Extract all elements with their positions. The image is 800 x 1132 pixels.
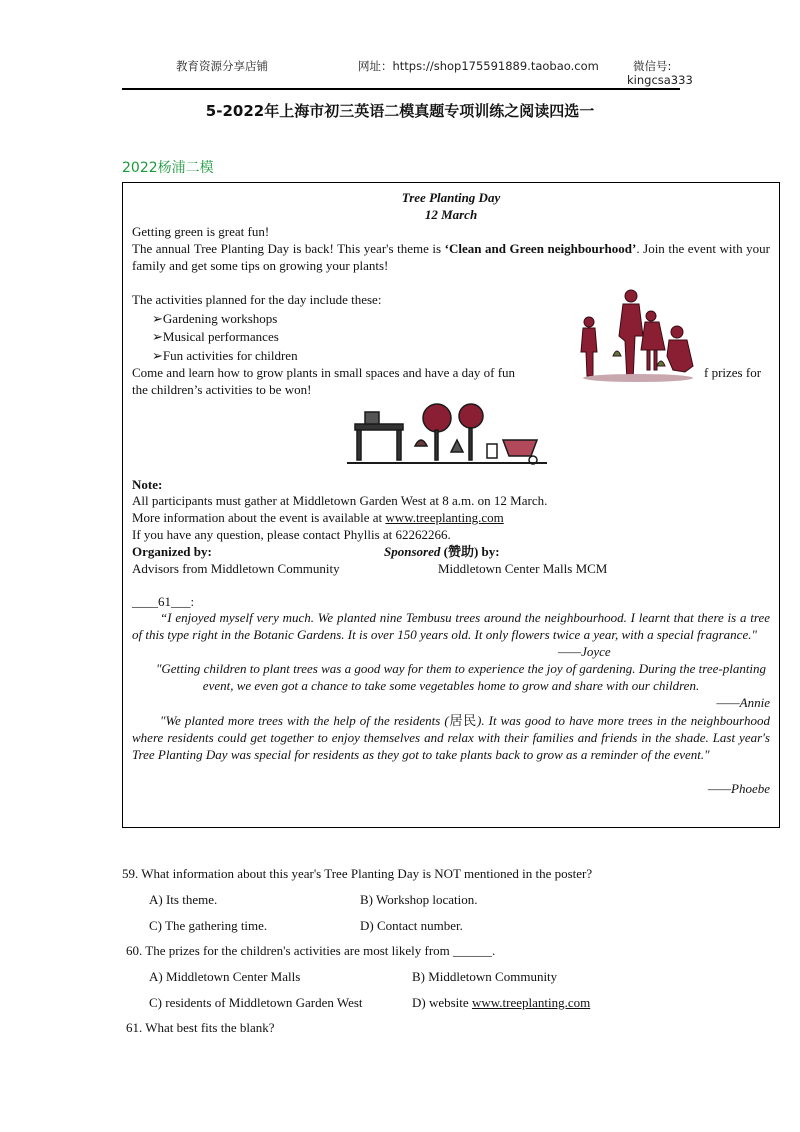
signature-joyce: ——Joyce	[558, 644, 611, 659]
blank-61: ____61___:	[132, 594, 195, 609]
shop-name: 教育资源分享店铺	[176, 59, 268, 73]
activities-intro: The activities planned for the day include these:	[132, 292, 382, 307]
activity-item: ➢Musical performances	[152, 329, 279, 344]
organizer-name: Advisors from Middletown Community	[132, 561, 340, 576]
q59-option-d[interactable]: D) Contact number.	[360, 918, 463, 933]
shop-url[interactable]: 网址：https://shop175591889.taobao.com	[358, 59, 599, 73]
note-more-info: More information about the event is available at www.treeplanting.com	[132, 510, 504, 525]
question-59: 59. What information about this year's Tree Planting Day is NOT mentioned in the poster?	[122, 866, 593, 881]
family-planting-illustration	[573, 286, 703, 386]
activity-item: ➢Gardening workshops	[152, 311, 278, 326]
come-line: Come and learn how to grow plants in small spaces and have a day of fun	[132, 365, 516, 380]
note-label: Note:	[132, 477, 163, 492]
note-gather: All participants must gather at Middletown Garden West at 8 a.m. on 12 March.	[132, 493, 548, 508]
header-rule	[122, 88, 680, 90]
poster-intro-1: Getting green is great fun!	[132, 224, 270, 239]
q59-option-a[interactable]: A) Its theme.	[149, 892, 218, 907]
q60-option-c[interactable]: C) residents of Middletown Garden West	[149, 995, 363, 1010]
q60-option-a[interactable]: A) Middletown Center Malls	[149, 969, 301, 984]
document-title: 5-2022年上海市初三英语二模真题专项训练之阅读四选一	[205, 102, 595, 120]
wechat-id: kingcsa333	[627, 73, 693, 87]
q59-option-c[interactable]: C) The gathering time.	[149, 918, 268, 933]
q60-website-link: www.treeplanting.com	[471, 995, 591, 1010]
sponsor-name: Middletown Center Malls MCM	[438, 561, 608, 576]
prizes-tail: f prizes for	[704, 365, 762, 380]
garden-illustration	[347, 400, 547, 466]
question-61: 61. What best fits the blank?	[126, 1020, 275, 1035]
quote-annie: "Getting children to plant trees was a good way for them to experience the joy of gardening. During the tree-planting event, we even got a chance to take some vegetables home to grow and share with our children.	[155, 661, 767, 693]
quote-phoebe: "We planted more trees with the help of the residents (居民). It was good to have more trees in the neighbourhood where residents could get together to enjoy themselves and relax with their families and friends in the shade. Last year's Tree Planting Day was special for residents as they got to take plants back to grow as a reminder of the event."	[132, 713, 770, 762]
poster-title: Tree Planting Day	[401, 190, 501, 205]
sponsored-label: Sponsored (赞助) by:	[384, 544, 500, 559]
q60-option-b[interactable]: B) Middletown Community	[412, 969, 558, 984]
website-link[interactable]: www.treeplanting.com	[385, 510, 504, 525]
signature-annie: ——Annie	[716, 695, 770, 710]
q59-option-b[interactable]: B) Workshop location.	[360, 892, 478, 907]
signature-phoebe: ——Phoebe	[707, 781, 770, 796]
wechat-label: 微信号:	[633, 59, 672, 73]
question-60: 60. The prizes for the children's activities are most likely from ______.	[126, 943, 496, 958]
note-contact: If you have any question, please contact Phyllis at 62262266.	[132, 527, 451, 542]
q60-option-d[interactable]: D) website www.treeplanting.com	[412, 995, 591, 1010]
poster-theme: ‘Clean and Green neighbourhood’	[444, 241, 637, 256]
activity-item: ➢Fun activities for children	[152, 348, 298, 363]
section-label: 2022杨浦二模	[122, 160, 214, 176]
quote-joyce: “I enjoyed myself very much. We planted nine Tembusu trees around the neighbourhood. I learnt that there is a tree of this type right in the Botanic Gardens. It is over 150 years old. It only flowers twice a year, with a special fragrance."	[132, 610, 770, 642]
organized-label: Organized by:	[132, 544, 212, 559]
poster-date: 12 March	[424, 207, 478, 222]
poster-intro-2: The annual Tree Planting Day is back! This year's theme is ‘Clean and Green neighbourhood’. Join the event with your family and get some tips on growing your plants!	[132, 241, 770, 273]
prizes-line: the children’s activities to be won!	[132, 382, 312, 397]
